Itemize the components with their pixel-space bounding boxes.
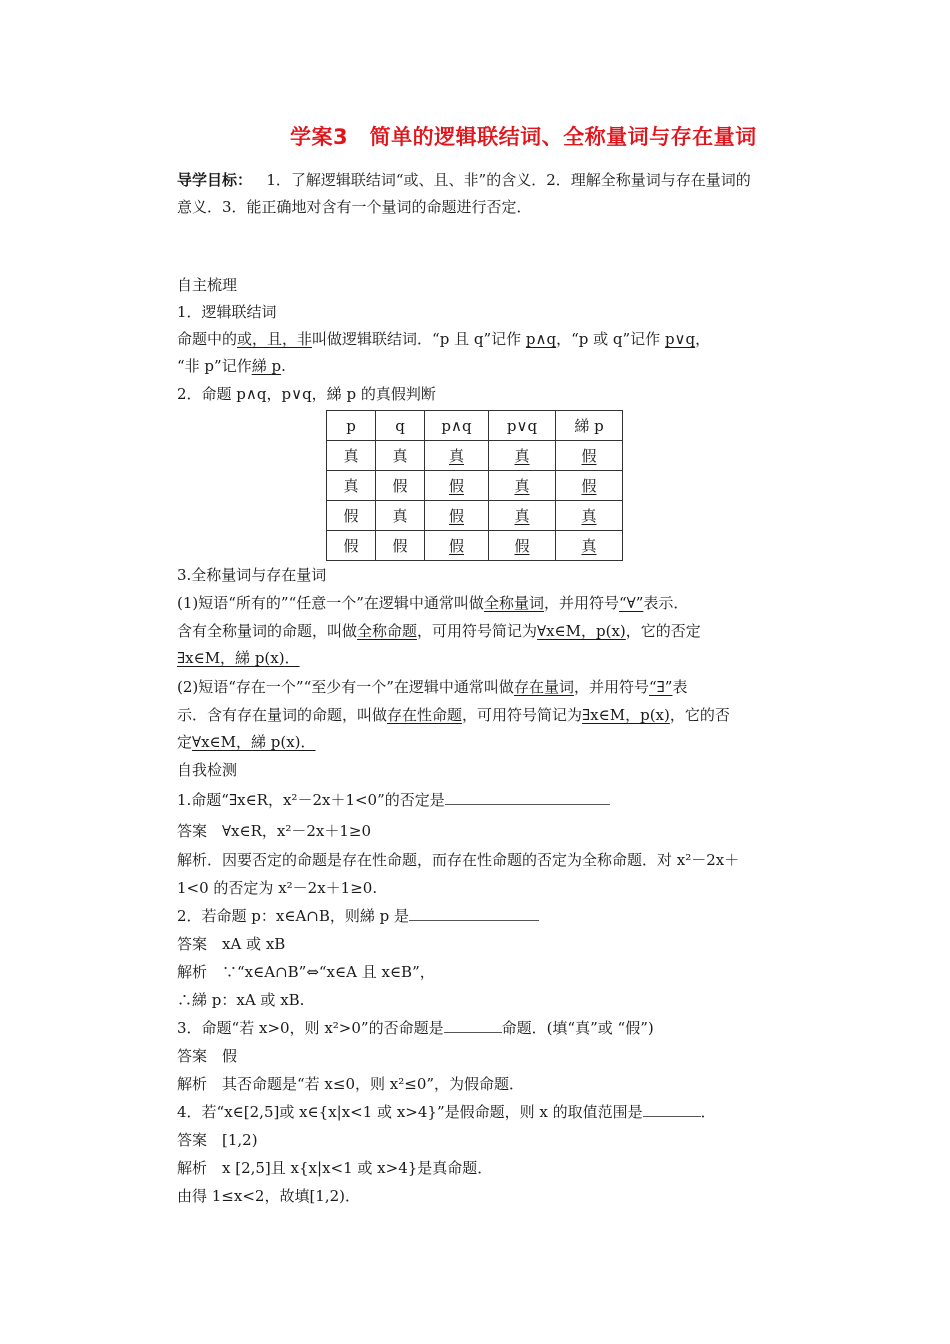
table-cell: 真: [425, 441, 489, 471]
table-cell: 真: [489, 441, 556, 471]
item1-heading: 1．逻辑联结词: [177, 303, 277, 321]
answer-blank: [643, 1102, 701, 1117]
page-title: 学案3 简单的逻辑联结词、全称量词与存在量词: [290, 125, 757, 149]
item3-heading: 3.全称量词与存在量词: [177, 566, 327, 584]
q4-analysis-1: 解析 x [2,5]且 x{x|x<1 或 x>4}是真命题．: [177, 1159, 493, 1177]
item3-p2-line-3: 定∀x∈M，綈 p(x)．: [177, 733, 316, 751]
table-cell: 真: [376, 501, 425, 531]
table-cell: 假: [327, 501, 376, 531]
q1-analysis-2: 1<0 的否定为 x²－2x＋1≥0.: [177, 879, 378, 897]
answer-blank: [444, 1018, 502, 1033]
q1-answer: 答案 ∀x∈R，x²－2x＋1≥0: [177, 822, 372, 840]
table-cell: 假: [376, 531, 425, 561]
section-heading-self-test: 自我检测: [177, 761, 238, 779]
table-header-cell: p∨q: [489, 411, 556, 441]
item3-p1-line-2: 含有全称量词的命题，叫做全称命题，可用符号简记为∀x∈M，p(x)，它的否定: [177, 622, 701, 640]
objectives-line-2: 意义．3．能正确地对含有一个量词的命题进行否定．: [177, 198, 532, 216]
q4-analysis-2: 由得 1≤x<2，故填[1,2)．: [177, 1187, 361, 1205]
table-header-cell: p∧q: [425, 411, 489, 441]
table-cell: 假: [425, 501, 489, 531]
item3-p2-line-2: 示．含有存在量词的命题，叫做存在性命题，可用符号简记为∃x∈M，p(x)，它的否: [177, 706, 730, 724]
objectives-label: 导学目标：: [177, 171, 253, 189]
truth-table-header: [327, 411, 623, 441]
item3-p1-line-1: (1)短语“所有的”“任意一个”在逻辑中通常叫做全称量词，并用符号“∀”表示．: [177, 594, 689, 612]
item2-heading: 2．命题 p∧q，p∨q，綈 p 的真假判断: [177, 385, 436, 403]
q4-question: 4．若“x∈[2,5]或 x∈{x|x<1 或 x>4}”是假命题，则 x 的取值范围是 ．: [177, 1103, 716, 1121]
answer-blank: [409, 906, 539, 921]
table-cell: 真: [489, 471, 556, 501]
q3-question: 3．命题“若 x>0，则 x²>0”的否命题是 命题．(填“真”或 “假”): [177, 1019, 654, 1037]
table-cell: 真: [489, 501, 556, 531]
table-header-cell: q: [376, 411, 425, 441]
table-header-cell: p: [327, 411, 376, 441]
table-row: [327, 441, 623, 471]
q2-answer: 答案 xA 或 xB: [177, 935, 286, 953]
item1-line-2: “非 p”记作綈 p.: [177, 357, 286, 375]
table-cell: 假: [425, 471, 489, 501]
item3-p2-line-1: (2)短语“存在一个”“至少有一个”在逻辑中通常叫做存在量词，并用符号“∃”表: [177, 678, 688, 696]
table-row: [327, 501, 623, 531]
table-cell: 假: [425, 531, 489, 561]
table-cell: 假: [556, 471, 623, 501]
table-cell: 假: [376, 471, 425, 501]
q1-analysis-1: 解析．因要否定的命题是存在性命题，而存在性命题的否定为全称命题．对 x²－2x＋: [177, 851, 740, 869]
section-heading-self-study: 自主梳理: [177, 276, 238, 294]
table-cell: 假: [556, 441, 623, 471]
q2-question: 2．若命题 p：x∈A∩B，则綈 p 是: [177, 906, 539, 926]
q3-analysis: 解析 其否命题是“若 x≤0，则 x²≤0”，为假命题．: [177, 1075, 525, 1093]
q3-answer: 答案 假: [177, 1047, 238, 1065]
table-row: [327, 531, 623, 561]
table-cell: 真: [556, 531, 623, 561]
table-row: [327, 471, 623, 501]
table-cell: 真: [376, 441, 425, 471]
item3-p1-line-3: ∃x∈M，綈 p(x)．: [177, 649, 300, 667]
q4-answer: 答案 [1,2): [177, 1131, 258, 1149]
table-cell: 真: [556, 501, 623, 531]
item1-line-1: 命题中的或，且，非叫做逻辑联结词．“p 且 q”记作 p∧q，“p 或 q”记作 p∨q，: [177, 330, 711, 348]
q2-analysis-2: ∴綈 p：xA 或 xB.: [177, 991, 305, 1009]
table-cell: 真: [327, 441, 376, 471]
objectives-line-1: 导学目标： 1．了解逻辑联结词“或、且、非”的含义．2．理解全称量词与存在量词的: [177, 171, 751, 189]
q1-question: 1.命题“∃x∈R，x²－2x＋1<0”的否定是: [177, 790, 610, 810]
table-header-cell: 綈 p: [556, 411, 623, 441]
answer-blank: [445, 790, 610, 805]
table-cell: 假: [489, 531, 556, 561]
truth-table: [326, 410, 623, 561]
q2-analysis-1: 解析 ∵“x∈A∩B”⇔“x∈A 且 x∈B”，: [177, 963, 435, 981]
table-cell: 假: [327, 531, 376, 561]
table-cell: 真: [327, 471, 376, 501]
